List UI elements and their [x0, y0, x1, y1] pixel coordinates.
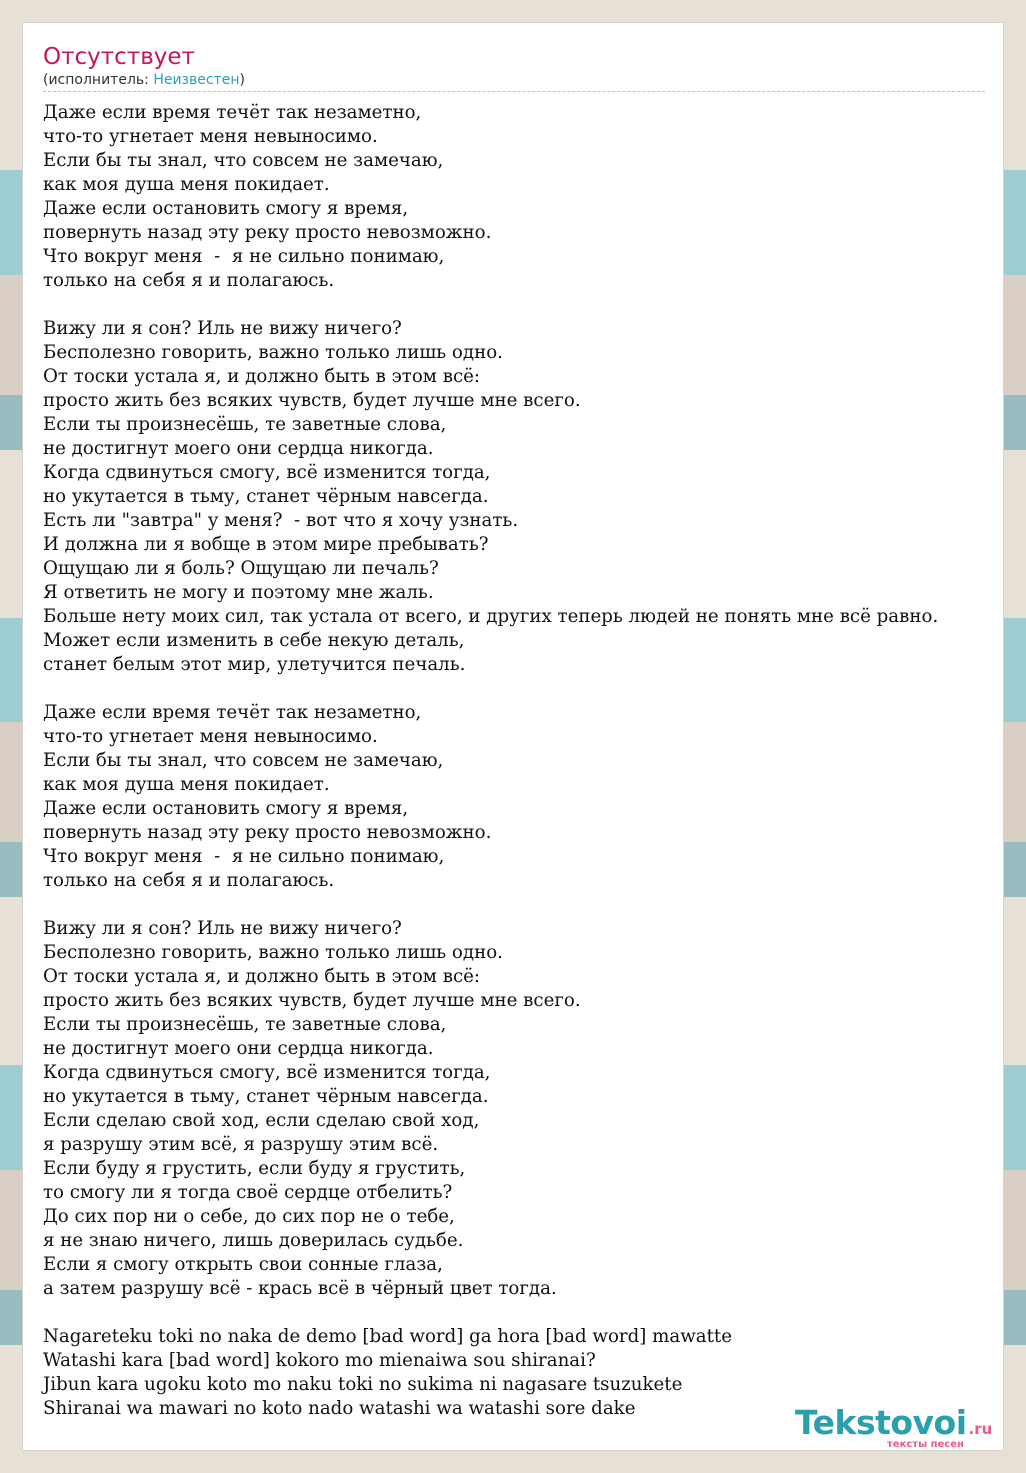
lyrics-text: Даже если время течёт так незаметно, что-то угнетает меня невыносимо. Если бы ты знал, что совсем не замечаю, как моя душа меня покидает. Даже если остановить смогу я время, повернуть назад эту реку просто невозможно. Что вокруг меня - я не сильно понимаю, только на себя я и полагаюсь. Вижу ли я сон? Иль не вижу ничего? Бесполезно говорить, важно только лишь одно. От тоски устала я, и должно быть в этом всё: просто жить без всяких чувств, будет лучше мне всего. Если ты произнесёшь, те заветные слова, не достигнут моего они сердца никогда. Когда сдвинуться смогу, всё изменится тогда, но укутается в тьму, станет чёрным навсегда. Есть ли "завтра" у меня? - вот что я хочу узнать. И должна ли я вобще в этом мире пребывать? Ощущаю ли я боль? Ощущаю ли печаль? Я ответить не могу и поэтому мне жаль. Больше нету моих сил, так устала от всего, и других теперь людей не понять мне всё равно. Может если изменить в себе некую деталь, станет белым этот мир, улетучится печаль. Даже если время течёт так незаметно, что-то угнетает меня невыносимо. Если бы ты знал, что совсем не замечаю, как моя душа меня покидает. Даже если остановить смогу я время, повернуть назад эту реку просто невозможно. Что вокруг меня - я не сильно понимаю, только на себя я и полагаюсь. Вижу ли я сон? Иль не вижу ничего? Бесполезно говорить, важно только лишь одно. От тоски устала я, и должно быть в этом всё: просто жить без всяких чувств, будет лучше мне всего. Если ты произнесёшь, те заветные слова, не достигнут моего они сердца никогда. Когда сдвинуться смогу, всё изменится тогда, но укутается в тьму, станет чёрным навсегда. Если сделаю свой ход, если сделаю свой ход, я разрушу этим всё, я разрушу этим всё. Если буду я грустить, если буду я грустить, то смогу ли я тогда своё сердце отбелить? До сих пор ни о себе, до сих пор не о тебе, я не знаю ничего, лишь доверилась судьбе. Если я смогу открыть свои сонные глаза, а затем разрушу всё - крась всё в чёрный цвет тогда. Nagareteku toki no naka de demo [bad word] ga hora [bad word] mawatte Watashi kara [bad word] kokoro mo mienaiwa sou shiranai? Jibun kara ugoku koto mo naku toki no sukima ni nagasare tsuzukete Shiranai wa mawari no koto nado watashi wa watashi sore dake — [43, 102, 939, 1419]
song-header — [43, 43, 985, 92]
lyrics-card — [22, 22, 1004, 1451]
logo-tld: .ru — [968, 1420, 993, 1438]
song-title: Отсутствует — [43, 44, 195, 70]
artist-link[interactable]: Неизвестен — [153, 72, 240, 88]
artist-suffix: ) — [239, 72, 245, 88]
artist-prefix: (исполнитель: — [43, 72, 154, 88]
artist-line — [43, 71, 985, 89]
logo-tagline: тексты песен — [887, 1439, 964, 1450]
logo-wordmark: Tekstovoi — [795, 1403, 967, 1442]
site-logo[interactable] — [795, 1405, 1001, 1451]
